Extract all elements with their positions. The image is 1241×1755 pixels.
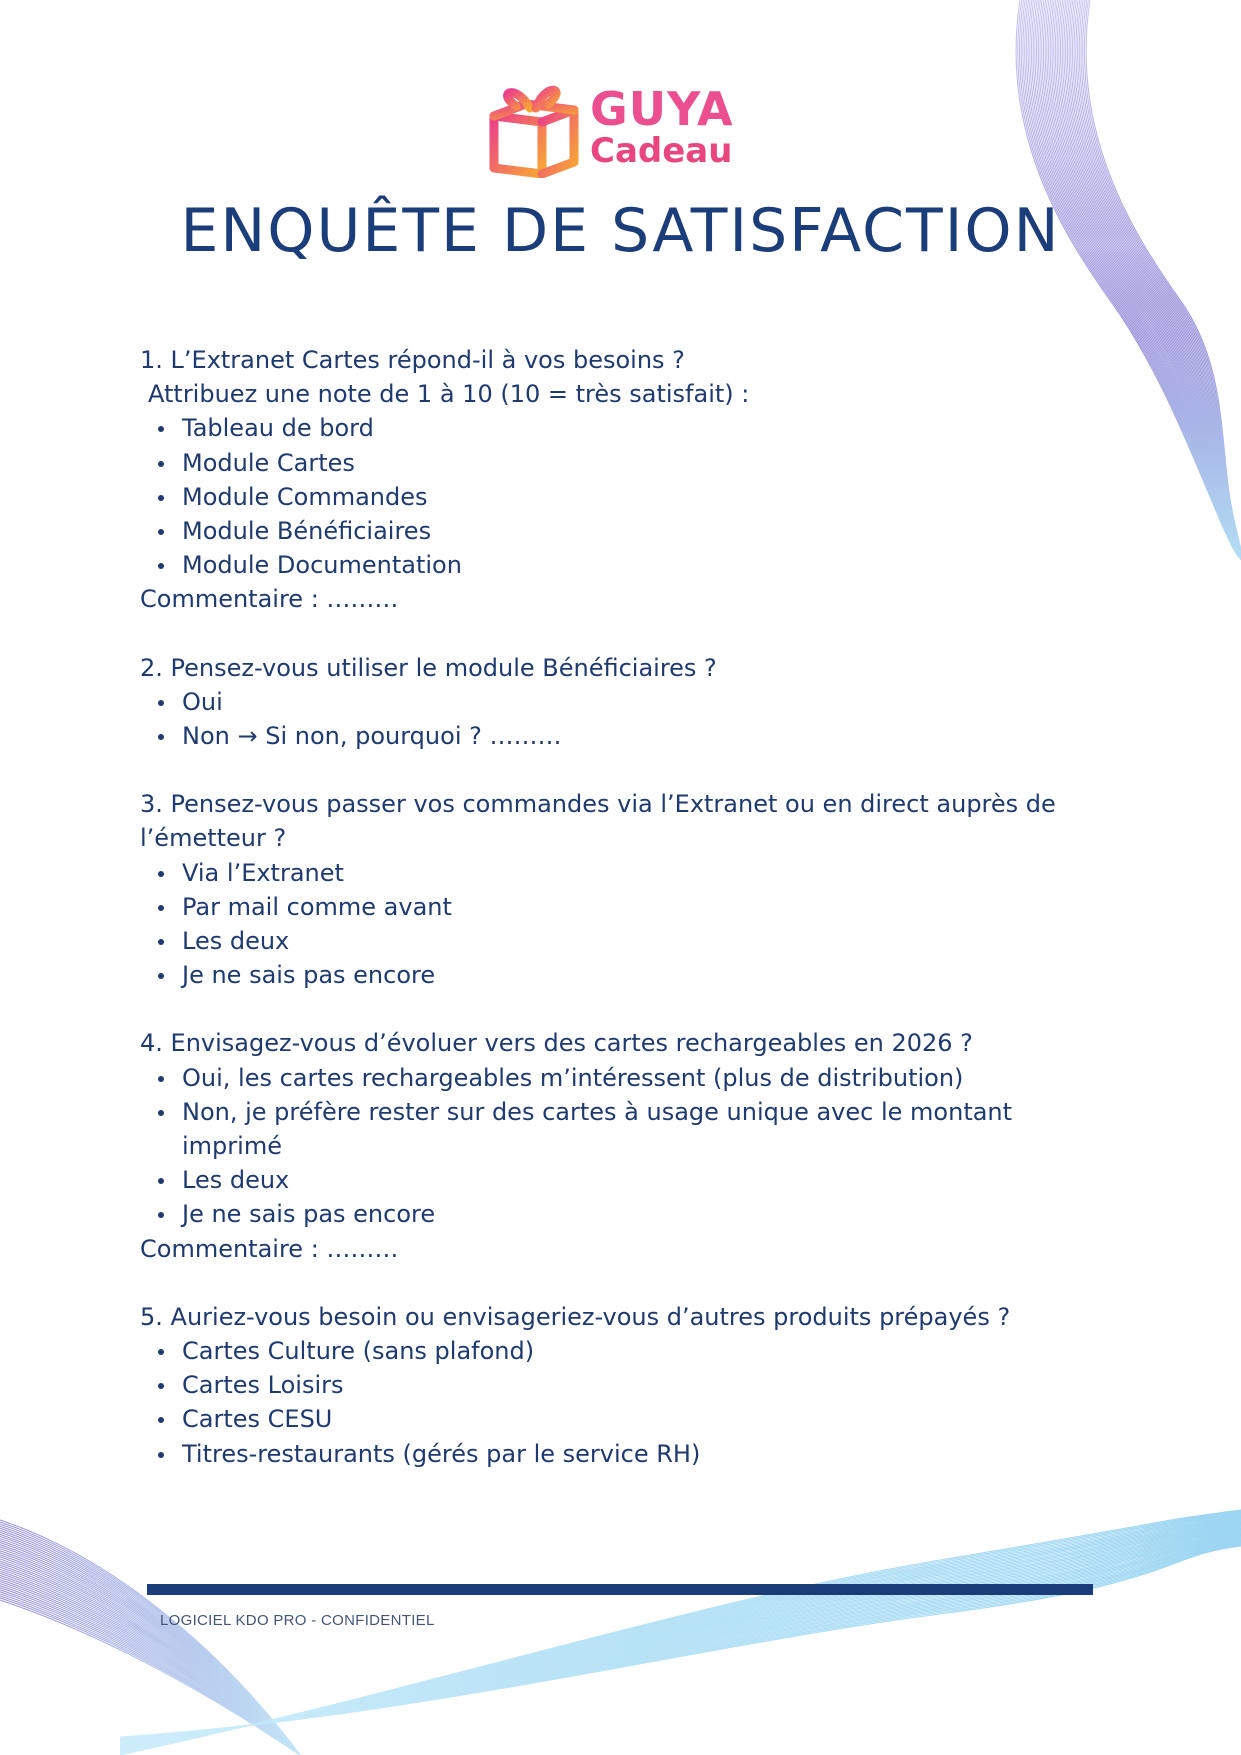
survey-body bbox=[140, 343, 1100, 1505]
list-item: Module Documentation bbox=[182, 548, 1100, 582]
brand-subname: Cadeau bbox=[590, 131, 733, 171]
question-4: 4. Envisagez-vous d’évoluer vers des cartes rechargeables en 2026 ? bbox=[140, 1029, 973, 1058]
question-block-5 bbox=[140, 1300, 1100, 1471]
list-item: Module Bénéficiaires bbox=[182, 514, 1100, 548]
list-item: Je ne sais pas encore bbox=[182, 958, 1100, 992]
list-item: Module Cartes bbox=[182, 446, 1100, 480]
brand-name: GUYA bbox=[590, 82, 734, 136]
list-item: Via l’Extranet bbox=[182, 856, 1100, 890]
question-block-4 bbox=[140, 1026, 1100, 1265]
question-4-comment: Commentaire : ……… bbox=[140, 1234, 399, 1263]
footer-label: LOGICIEL KDO PRO - CONFIDENTIEL bbox=[160, 1612, 435, 1629]
page-title: ENQUÊTE DE SATISFACTION bbox=[180, 196, 1061, 266]
question-block-3 bbox=[140, 787, 1100, 992]
list-item: Je ne sais pas encore bbox=[182, 1197, 1100, 1231]
list-item: Non → Si non, pourquoi ? ……… bbox=[182, 719, 1100, 753]
question-1-comment: Commentaire : ……… bbox=[140, 585, 399, 614]
question-block-1 bbox=[140, 343, 1100, 617]
brand-logo-text bbox=[590, 82, 734, 171]
question-2: 2. Pensez-vous utiliser le module Bénéficiaires ? bbox=[140, 653, 717, 682]
list-item: Cartes Culture (sans plafond) bbox=[182, 1334, 1100, 1368]
question-1: 1. L’Extranet Cartes répond-il à vos besoins ? bbox=[140, 346, 685, 374]
question-5: 5. Auriez-vous besoin ou envisageriez-vous d’autres produits prépayés ? bbox=[140, 1302, 1011, 1331]
question-5-options bbox=[140, 1334, 1100, 1471]
list-item: Les deux bbox=[182, 924, 1100, 958]
question-2-options bbox=[140, 685, 1100, 753]
footer-divider bbox=[147, 1584, 1093, 1595]
list-item: Tableau de bord bbox=[182, 411, 1100, 445]
list-item: Non, je préfère rester sur des cartes à usage unique avec le montant imprimé bbox=[182, 1095, 1100, 1163]
question-1-instruction: Attribuez une note de 1 à 10 (10 = très satisfait) : bbox=[148, 380, 750, 409]
list-item: Module Commandes bbox=[182, 480, 1100, 514]
question-4-options bbox=[140, 1061, 1100, 1232]
list-item: Par mail comme avant bbox=[182, 890, 1100, 924]
question-3-options bbox=[140, 856, 1100, 993]
list-item: Oui bbox=[182, 685, 1100, 719]
list-item: Titres-restaurants (gérés par le service RH) bbox=[182, 1437, 1100, 1471]
list-item: Oui, les cartes rechargeables m’intéressent (plus de distribution) bbox=[182, 1061, 1100, 1095]
question-1-options bbox=[140, 411, 1100, 582]
list-item: Cartes Loisirs bbox=[182, 1368, 1100, 1402]
question-3: 3. Pensez-vous passer vos commandes via l’Extranet ou en direct auprès de l’émetteur ? bbox=[140, 790, 1056, 853]
question-block-2 bbox=[140, 651, 1100, 754]
list-item: Les deux bbox=[182, 1163, 1100, 1197]
list-item: Cartes CESU bbox=[182, 1402, 1100, 1436]
